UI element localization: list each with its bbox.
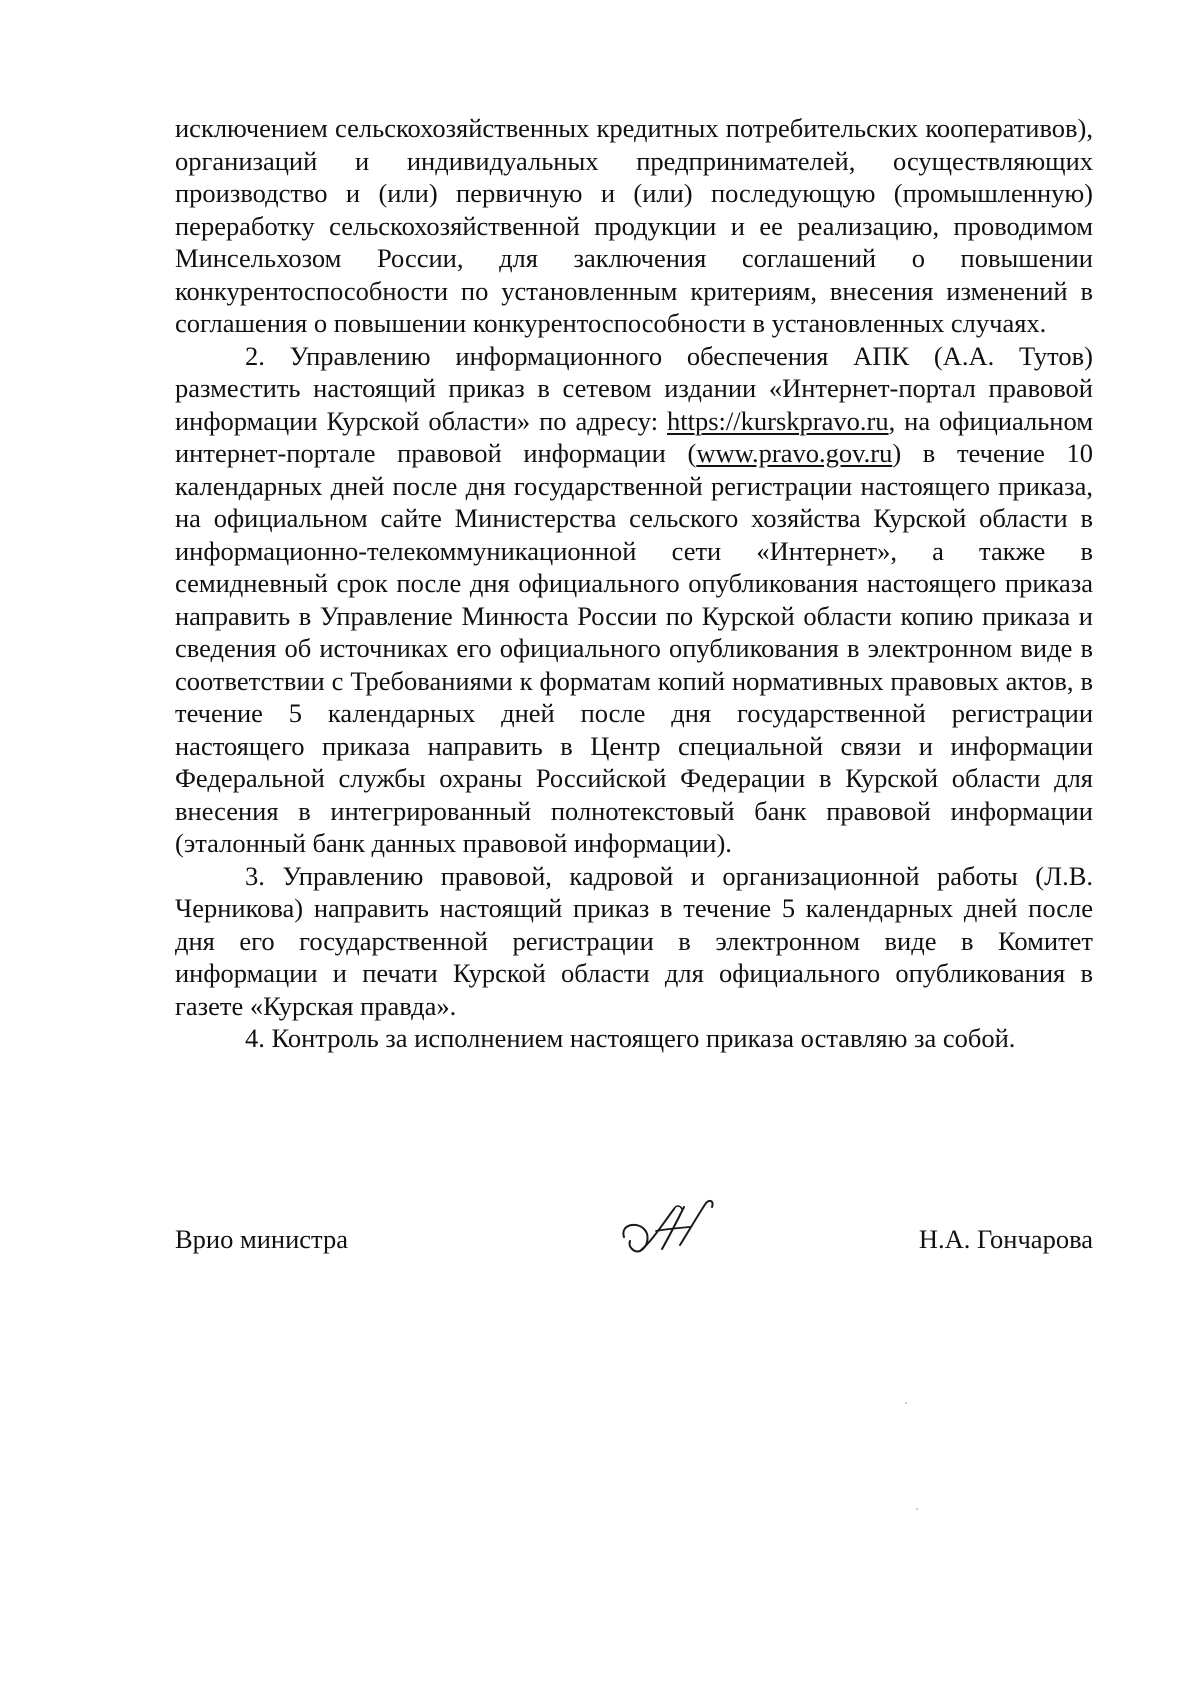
- handwritten-signature: [618, 1195, 738, 1275]
- paragraph-2-part-1: 2. Управлению информационного обеспечения АПК (А.А. Тутов) разместить настоящий приказ в сетевом издании «Интернет-портал правовой информации Курской области» по адресу:: [175, 340, 1093, 436]
- paragraph-4: 4. Контроль за исполнением настоящего приказа оставляю за собой.: [245, 1023, 1016, 1053]
- scan-speck: [916, 1508, 918, 1510]
- paragraph-3: 3. Управлению правовой, кадровой и организационной работы (Л.В. Черникова) направить настоящий приказ в течение 5 календарных дней после дня его государственной регистрации в электронном виде в Комитет информации и печати Курской области для официального опубликования в газете «Курская правда».: [175, 860, 1093, 1021]
- paragraph-2-part-2: , на официальном интернет-портале правовой информации (: [175, 405, 1093, 468]
- scan-speck: [905, 1402, 907, 1404]
- paragraph-1: исключением сельскохозяйственных кредитных потребительских кооперативов), организаций и индивидуальных предпринимателей, осуществляющих производство и (или) первичную и (или) последующую (промышленную) переработку сельскохозяйственной продукции и ее реализацию, проводимом Минсельхозом России, для заключения соглашений о повышении конкурентоспособности по установленным критериям, внесения изменений в соглашения о повышении конкурентоспособности в установленных случаях.: [175, 113, 1093, 338]
- document-body: [175, 112, 1093, 1055]
- pravo-gov-link[interactable]: www.pravo.gov.ru: [696, 438, 893, 468]
- paragraph-2: [175, 340, 1093, 860]
- signatory-title: Врио министра: [175, 1224, 348, 1254]
- kurskpravo-link[interactable]: https://kurskpravo.ru: [667, 405, 889, 436]
- signatory-name: Н.А. Гончарова: [918, 1224, 1093, 1254]
- paragraph-2-part-3: ) в течение 10 календарных дней после дня государственной регистрации настоящего приказа, на официальном сайте Министерства сельского хозяйства Курской области в информационно-телекоммуникационной сети «Интернет», а также в семидневный срок после дня официального опубликования настоящего приказа направить в Управление Минюста России по Курской области копию приказа и сведения об источниках его официального опубликования в электронном виде в соответствии с Требованиями к форматам копий нормативных правовых актов, в течение 5 календарных дней после дня государственной регистрации настоящего приказа направить в Центр специальной связи и информации Федеральной службы охраны Российской Федерации в Курской области для внесения в интегрированный полнотекстовый банк правовой информации (эталонный банк данных правовой информации).: [175, 438, 1093, 858]
